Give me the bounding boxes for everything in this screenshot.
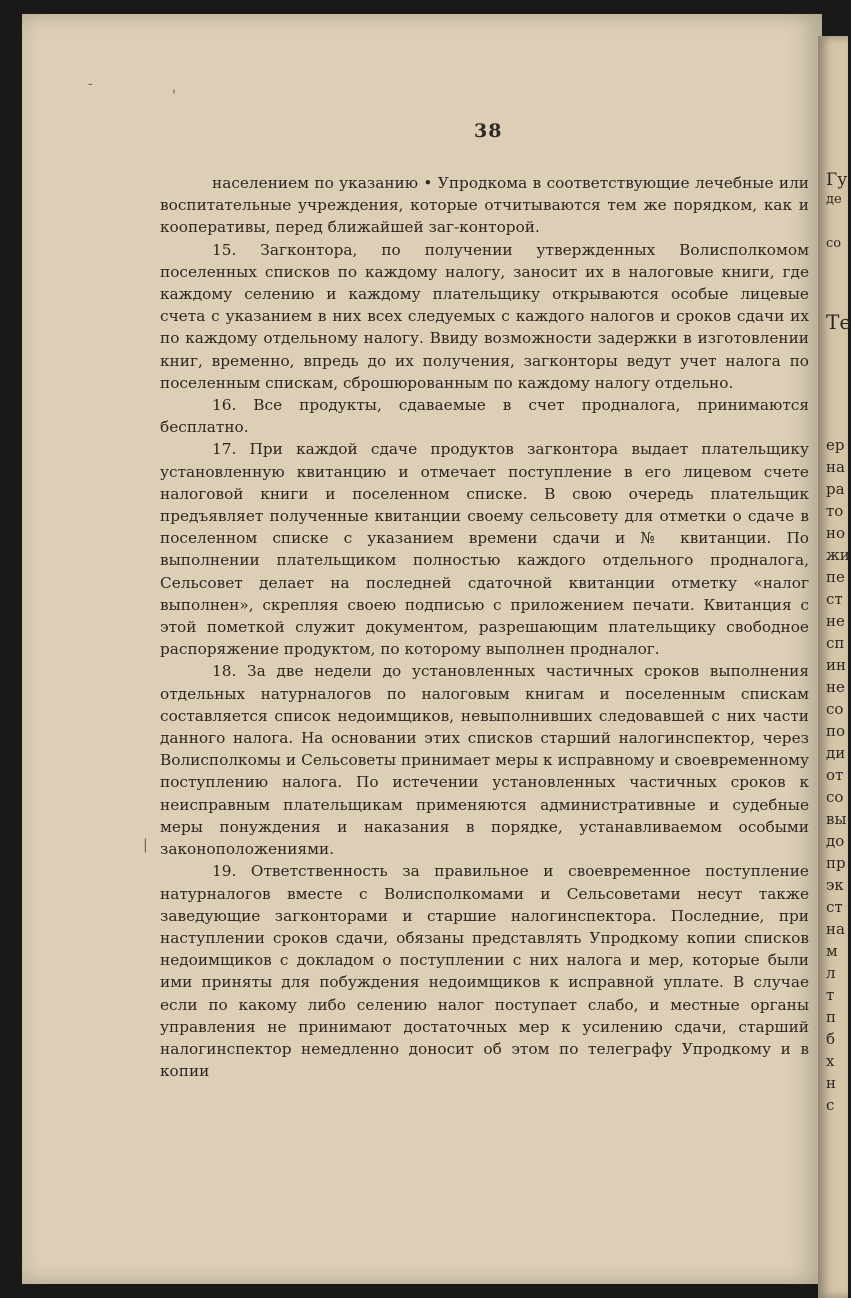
page-speck: ' xyxy=(172,88,176,104)
paragraph-15: 15. Загконтора, по получении утвержденных Волисполкомом поселенных списков по каждому налогу, заносит их в налоговые книги, где каждому селению и каждому плательщику открываются особые лицевые счета с указанием в них всех следуемых с каждого налогов и сроков сдачи их по каждому отдельному налогу. Ввиду возможности задержки в изготовлении книг, временно, впредь до их получения, загконторы ведут учет налога по поселенным спискам, сброшюрованным по каждому налогу отдельно. xyxy=(160,240,809,392)
adjacent-page-fragment: де xyxy=(826,192,842,207)
adjacent-page-fragment: эк xyxy=(826,876,844,894)
adjacent-page-fragment: Гу xyxy=(826,170,848,190)
adjacent-page-fragment: пр xyxy=(826,854,846,872)
adjacent-page-fragment: не xyxy=(826,612,845,630)
page-number: 38 xyxy=(474,120,503,142)
adjacent-page-fragment: то xyxy=(826,502,844,520)
adjacent-page-fragment: ди xyxy=(826,744,846,762)
adjacent-page-fragment: ст xyxy=(826,898,843,916)
adjacent-page-fragment: т xyxy=(826,986,835,1004)
adjacent-page-fragment: не xyxy=(826,678,845,696)
adjacent-page-edge xyxy=(818,36,851,1298)
adjacent-page-fragment: х xyxy=(826,1052,835,1070)
adjacent-page-fragment: б xyxy=(826,1030,836,1048)
paragraph-16: 16. Все продукты, сдаваемые в счет продналога, принимаются бесплатно. xyxy=(160,396,809,437)
page-speck: - xyxy=(88,76,93,92)
adjacent-page-fragment: со xyxy=(826,788,844,806)
adjacent-page-fragment: п xyxy=(826,1008,836,1026)
adjacent-page-fragment: на xyxy=(826,458,845,476)
adjacent-page-fragment: вы xyxy=(826,810,847,828)
adjacent-page-fragment: на xyxy=(826,920,845,938)
adjacent-page-fragment: со xyxy=(826,236,842,251)
adjacent-page-fragment: ра xyxy=(826,480,845,498)
adjacent-page-fragment: ин xyxy=(826,656,846,674)
page-speck: | xyxy=(143,837,148,853)
adjacent-page-fragment: л xyxy=(826,964,836,982)
body-text xyxy=(160,172,809,1082)
adjacent-page-fragment: м xyxy=(826,942,838,960)
adjacent-page-fragment: сп xyxy=(826,634,845,652)
adjacent-page-fragment: Те xyxy=(826,310,851,334)
adjacent-page-fragment: по xyxy=(826,722,846,740)
adjacent-page-fragment: от xyxy=(826,766,844,784)
adjacent-page-fragment: до xyxy=(826,832,845,850)
paragraph-continuation: населением по указанию • Упродкома в соответствующие лечебные или воспитательные учреждения, которые отчитываются тем же порядком, как и кооперативы, перед ближайшей заг-конторой. xyxy=(160,174,809,237)
paragraph-19: 19. Ответственность за правильное и своевременное поступление натурналогов вместе с Волисполкомами и Сельсоветами несут также заведующие загконторами и старшие налогинспектора. Последние, при наступлении сроков сдачи, обязаны представлять Упродкому копии списков недоимщиков с докладом о поступлении с них налога и мер, которые были ими приняты для побуждения недоимщиков к исправной уплате. В случае если по какому либо селению налог поступает слабо, и местные органы управления не принимают достаточных мер к усилению сдачи, старший налогинспектор немедленно доносит об этом по телеграфу Упродкому и в копии xyxy=(160,862,809,1081)
adjacent-page-fragment: ер xyxy=(826,436,845,454)
adjacent-page-fragment: н xyxy=(826,1074,836,1092)
adjacent-page-fragment: с xyxy=(826,1096,835,1114)
adjacent-page-fragment: ст xyxy=(826,590,843,608)
paragraph-18: 18. За две недели до установленных частичных сроков выполнения отдельных натурналогов по налоговым книгам и поселенным спискам составляется список недоимщиков, невыполнивших следовавшей с них части данного налога. На основании этих списков старший налогинспектор, через Волисполкомы и Сельсоветы принимает меры к исправному и своевременному поступлению налога. По истечении установленных частичных сроков к неисправным плательщикам применяются административные и судебные меры понуждения и наказания в порядке, устанавливаемом особыми законоположениями. xyxy=(160,662,809,859)
paragraph-17: 17. При каждой сдаче продуктов загконтора выдает плательщику установленную квитанцию и отмечает поступление в его лицевом счете налоговой книги и поселенном списке. В свою очередь плательщик предъявляет полученные квитанции своему сельсовету для отметки о сдаче в поселенном списке с указанием времени сдачи и № квитанции. По выполнении плательщиком полностью каждого отдельного продналога, Сельсовет делает на последней сдаточной квитанции отметку «налог выполнен», скрепляя своею подписью с приложением печати. Квитанция с этой пометкой служит документом, разрешающим плательщику свободное распоряжение продуктом, по которому выполнен продналог. xyxy=(160,440,809,659)
adjacent-page-fragment: со xyxy=(826,700,844,718)
adjacent-page-fragment: но xyxy=(826,524,846,542)
adjacent-page-fragment: пе xyxy=(826,568,845,586)
adjacent-page-fragment: жи xyxy=(826,546,850,564)
